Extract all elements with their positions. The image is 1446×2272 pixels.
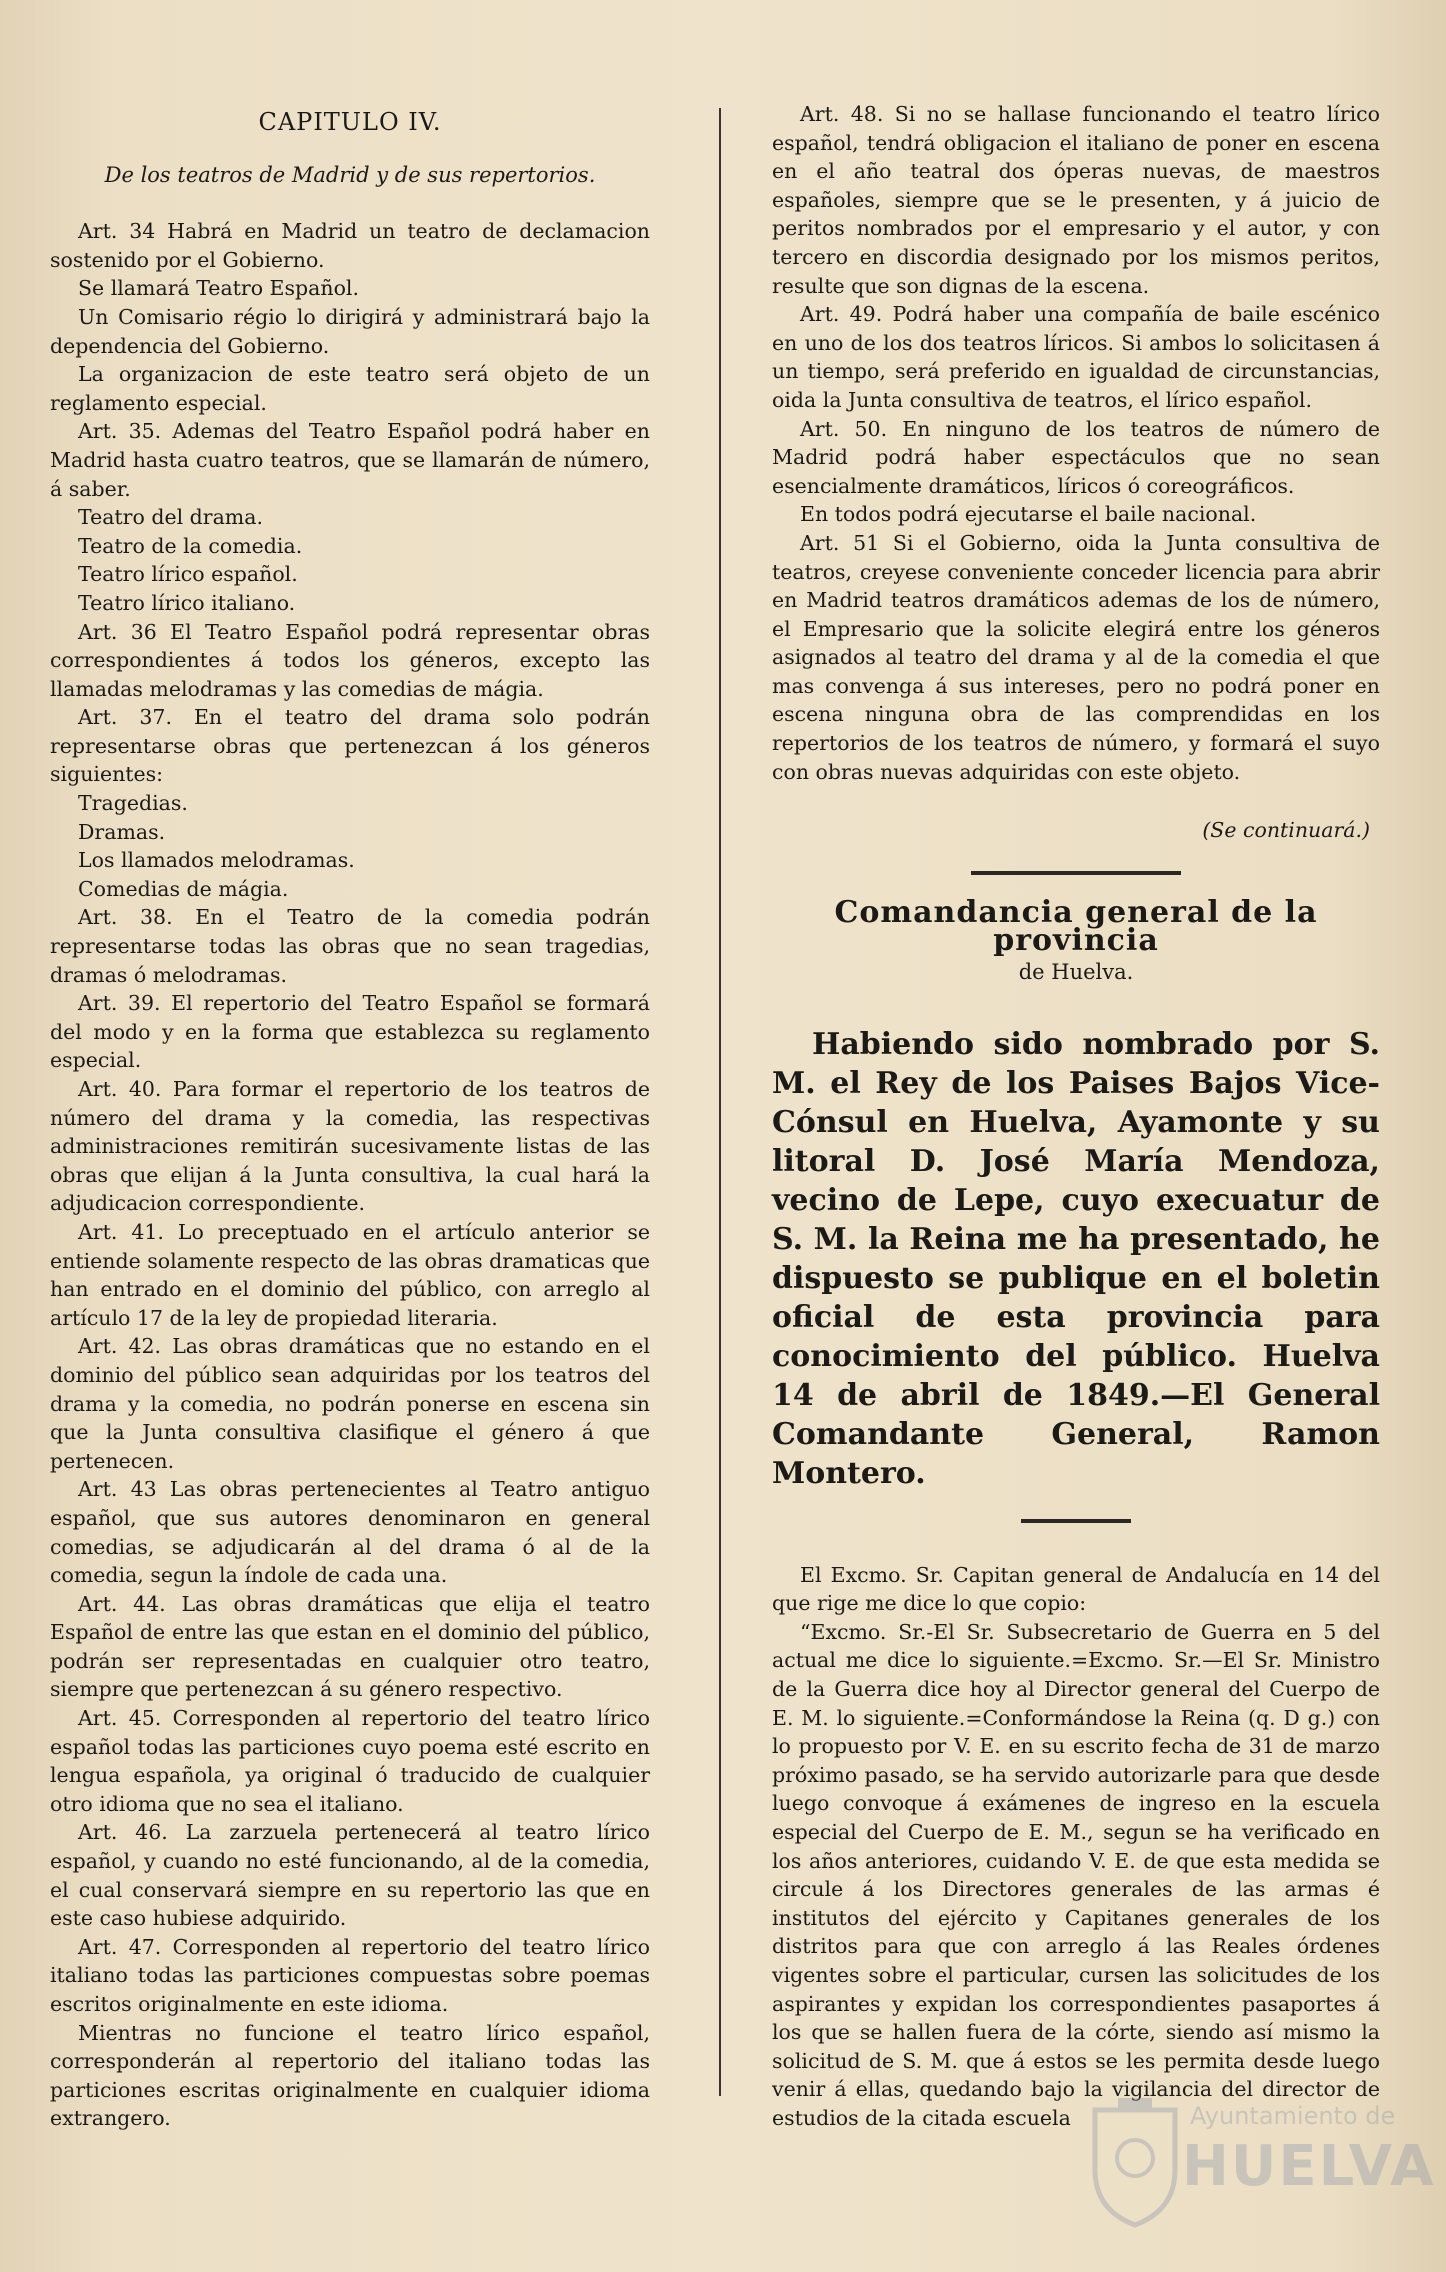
theatre-list-item: Teatro del drama. [78, 505, 263, 530]
article-paragraph: Art. 37. En el teatro del drama solo podrán representarse obras que pertenezcan á los géneros siguientes: [50, 705, 650, 787]
article-paragraph: Art. 38. En el Teatro de la comedia podrán representarse todas las obras que no sean tragedias, dramas ó melodramas. [50, 905, 650, 987]
article-paragraph: Art. 49. Podrá haber una compañía de baile escénico en uno de los dos teatros líricos. Si ambos lo solicitasen á un tiempo, será preferido en igualdad de circunstancias, oida la Junta consultiva de teatros, el lírico español. [772, 302, 1380, 412]
chapter-title: CAPITULO IV. [258, 108, 442, 136]
article-paragraph: Se llamará Teatro Español. [78, 276, 360, 301]
section-subtitle: de Huelva. [1018, 960, 1134, 985]
article-paragraph: Art. 44. Las obras dramáticas que elija el teatro Español de entre las que estan en el dominio del público, podrán ser representadas en cualquier otro teatro, siempre que pertenezcan á su género respectivo. [50, 1591, 650, 1702]
column-divider [719, 108, 721, 2096]
article-paragraph: Art. 45. Corresponden al repertorio del teatro lírico español todas las particiones cuyo poema esté escrito en lengua española, ya original ó traducido de cualquier otro idioma que no sea el italiano. [50, 1706, 650, 1816]
consul-notice: Habiendo sido nombrado por S. M. el Rey de los Paises Bajos Vice-Cónsul en Huelva, Ayamonte y su litoral D. José María Mendoza, vecino de Lepe, cuyo execuatur de S. M. la Reina me ha presentado, he dispuesto se publique en el boletin oficial de esta provincia para conocimiento del público. Huelva 14 de abril de 1849.—El General Comandante General, Ramon Montero. [772, 1026, 1380, 1491]
continued-note: (Se continuará.) [1202, 818, 1370, 843]
article-paragraph: Mientras no funcione el teatro lírico español, corresponderán al repertorio del italiano todas las particiones escritas originalmente en cualquier idioma extrangero. [50, 2020, 650, 2131]
right-column [772, 100, 1380, 2133]
theatre-list-item: Teatro lírico español. [78, 562, 298, 587]
watermark-line1: Ayuntamiento de [1190, 2102, 1396, 2130]
article-paragraph: Art. 35. Ademas del Teatro Español podrá haber en Madrid hasta cuatro teatros, que se llamarán de número, á saber. [50, 419, 650, 501]
article-paragraph: Art. 40. Para formar el repertorio de los teatros de número del drama y la comedia, las respectivas administraciones remitirán sucesivamente listas de las obras que elijan á la Junta consultiva, la cual hará la adjudicacion correspondiente. [50, 1077, 650, 1216]
article-paragraph: Art. 46. La zarzuela pertenecerá al teatro lírico español, y cuando no esté funcionando, al de la comedia, el cual conservará siempre en su repertorio las que en este caso hubiese adquirido. [50, 1820, 650, 1931]
article-paragraph: Art. 48. Si no se hallase funcionando el teatro lírico español, tendrá obligacion el italiano de poner en escena en el año teatral dos óperas nuevas, de maestros españoles, siempre que se le presenten, y á juicio de peritos nombrados por el empresario y el autor, y con tercero en discordia designado por los mismos peritos, resulte que son dignas de la escena. [772, 102, 1380, 298]
article-paragraph: Art. 34 Habrá en Madrid un teatro de declamacion sostenido por el Gobierno. [50, 219, 650, 272]
theatre-list-item: Teatro lírico italiano. [78, 590, 296, 615]
left-column [50, 100, 650, 2133]
city-seal-icon [1080, 2090, 1190, 2230]
article-paragraph: Art. 41. Lo preceptuado en el artículo anterior se entiende solamente respecto de las obras dramaticas que han entrado en el dominio del público, con arreglo al artículo 17 de la ley de propiedad literaria. [50, 1219, 650, 1330]
genre-list-item: Los llamados melodramas. [78, 848, 355, 873]
article-paragraph: Art. 50. En ninguno de los teatros de número de Madrid podrá haber espectáculos que no sean esencialmente dramáticos, líricos ó coreográficos. [772, 416, 1380, 498]
article-paragraph: Un Comisario régio lo dirigirá y administrará bajo la dependencia del Gobierno. [50, 304, 650, 358]
section-rule [1021, 1519, 1131, 1523]
article-paragraph: Art. 51 Si el Gobierno, oida la Junta consultiva de teatros, creyese conveniente conceder licencia para abrir en Madrid teatros dramáticos ademas de los de número, el Empresario que la solicite elegirá entre los géneros asignados al teatro del drama y al de la comedia el que mas convenga á sus intereses, pero no podrá poner en escena ninguna obra de las comprendidas en los repertorios de los teatros de número, y formará el suyo con obras nuevas adquiridas con este objeto. [772, 530, 1380, 784]
section-rule [971, 871, 1181, 875]
genre-list-item: Dramas. [78, 819, 166, 844]
theatre-list-item: Teatro de la comedia. [78, 533, 303, 558]
genre-list-item: Comedias de mágia. [78, 876, 289, 901]
archive-watermark [1080, 2090, 1436, 2240]
article-paragraph: En todos podrá ejecutarse el baile nacional. [800, 502, 1257, 527]
article-paragraph: “Excmo. Sr.-El Sr. Subsecretario de Guerra en 5 del actual me dice lo siguiente.=Excmo. Sr.—El Sr. Ministro de la Guerra dice hoy al Director general del Cuerpo de E. M. lo siguiente.=Conformándose la Reina (q. D g.) con lo propuesto por V. E. en su escrito fecha de 31 de marzo próximo pasado, se ha servido autorizarle para que desde luego convoque á exámenes de ingreso en la escuela especial del Cuerpo de E. M., segun se ha verificado en los años anteriores, cuidando V. E. de que esta medida se circule á los Directores generales de las armas é institutos del ejército y Capitanes generales de los distritos para que con arreglo á las Reales órdenes vigentes sobre el particular, cursen las solicitudes de los aspirantes y expidan los correspondientes pasaportes á los que se hallen fuera de la córte, siendo así mismo la solicitud de S. M. que á estos se les permita desde luego venir á ellas, quedando bajo la vigilancia del director de estudios de la citada escuela [772, 1619, 1380, 2130]
watermark-line2: HUELVA [1182, 2134, 1436, 2199]
article-paragraph: La organizacion de este teatro será objeto de un reglamento especial. [50, 362, 650, 415]
article-paragraph: Art. 39. El repertorio del Teatro Español se formará del modo y en la forma que establezca su reglamento especial. [50, 991, 650, 1073]
section-title: Comandancia general de la provincia [834, 894, 1318, 959]
article-paragraph: Art. 36 El Teatro Español podrá representar obras correspondientes á todos los géneros, excepto las llamadas melodramas y las comedias de mágia. [50, 619, 650, 701]
article-paragraph: El Excmo. Sr. Capitan general de Andalucía en 14 del que rige me dice lo que copio: [772, 1562, 1380, 1616]
article-paragraph: Art. 47. Corresponden al repertorio del teatro lírico italiano todas las particiones compuestas sobre poemas escritos originalmente en este idioma. [50, 1934, 650, 2016]
article-paragraph: Art. 43 Las obras pertenecientes al Teatro antiguo español, que sus autores denominaron en general comedias, se adjudicarán al del drama ó al de la comedia, segun la índole de cada una. [50, 1477, 650, 1588]
chapter-subtitle: De los teatros de Madrid y de sus repertorios. [104, 162, 596, 187]
genre-list-item: Tragedias. [78, 791, 188, 816]
article-paragraph: Art. 42. Las obras dramáticas que no estando en el dominio del público sean adquiridas por los teatros del drama y la comedia, no podrán ponerse en escena sin que la Junta consultiva clasifique el género á que pertenecen. [50, 1334, 650, 1473]
